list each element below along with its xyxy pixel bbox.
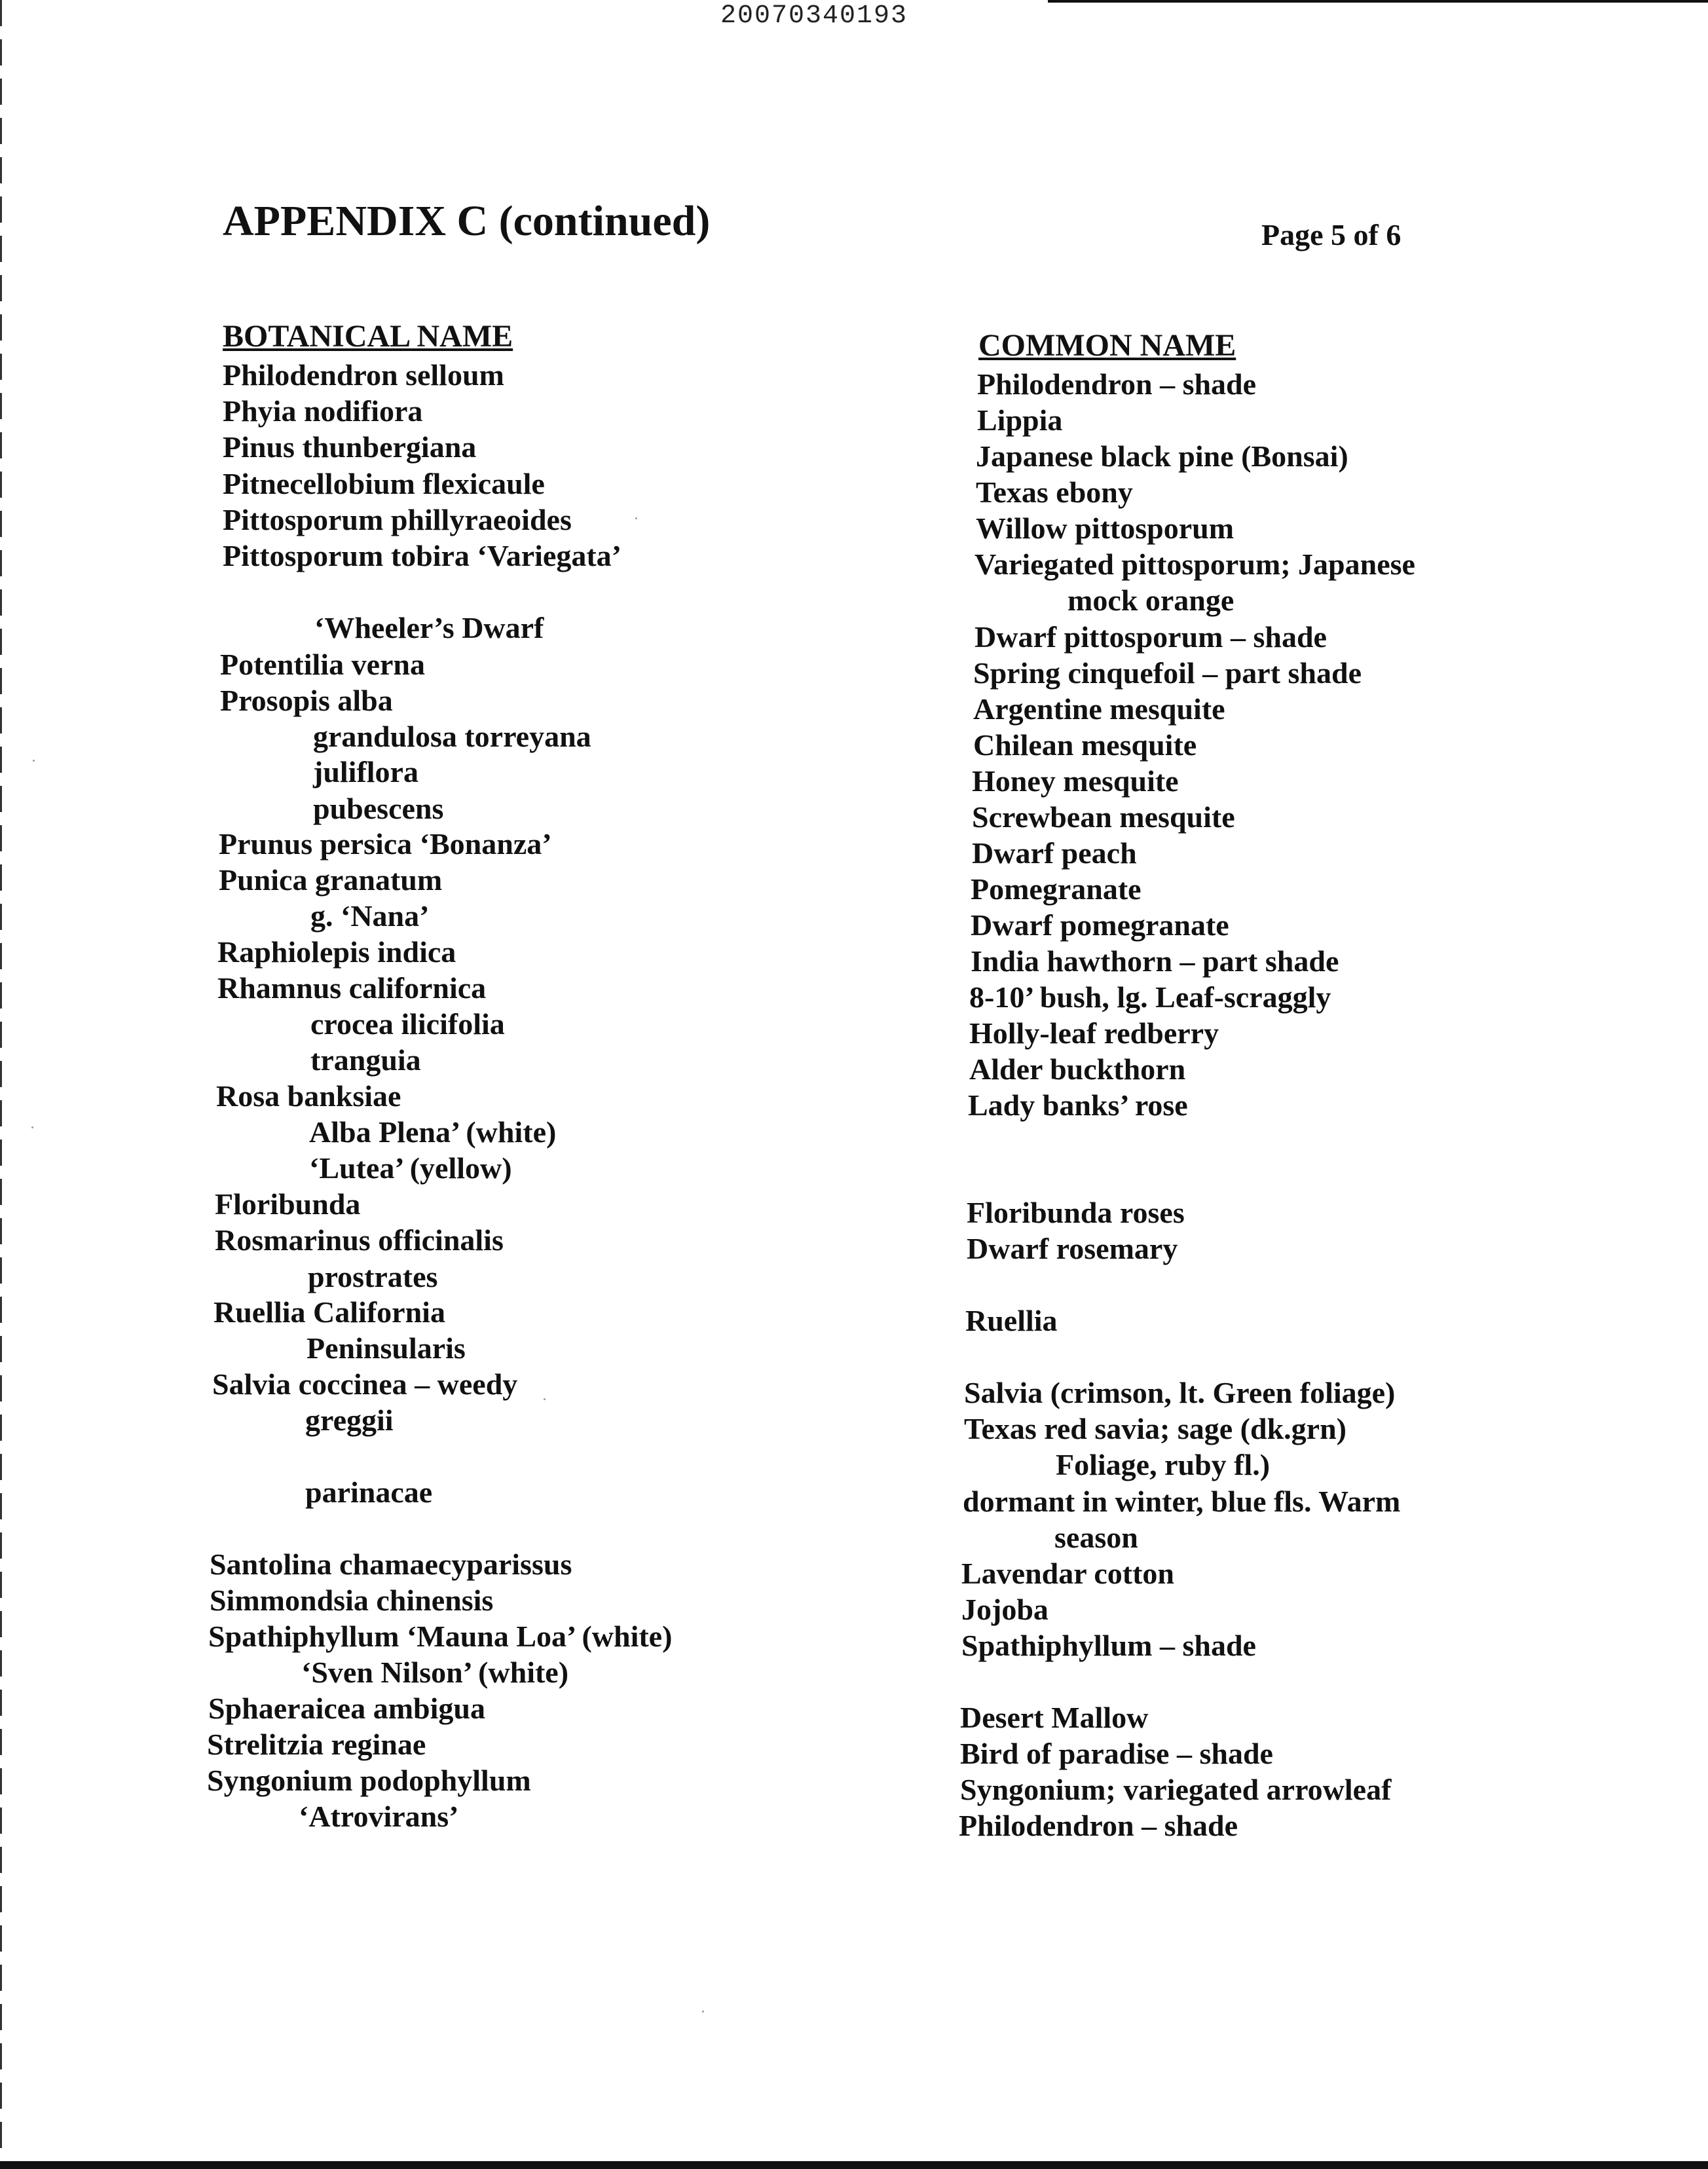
botanical-name-line: ‘Wheeler’s Dwarf — [314, 611, 544, 644]
scan-id: 20070340193 — [720, 1, 908, 31]
botanical-name-line: Punica granatum — [219, 863, 443, 897]
scan-top-rule — [1048, 0, 1708, 3]
botanical-name-line: Rosmarinus officinalis — [215, 1223, 504, 1257]
botanical-name-line: prostrates — [308, 1260, 438, 1293]
botanical-name-line: Sphaeraicea ambigua — [208, 1692, 485, 1725]
botanical-name-line: Strelitzia reginae — [207, 1728, 426, 1761]
common-name-line: Ruellia — [965, 1304, 1058, 1337]
page-title: APPENDIX C (continued) — [223, 197, 711, 245]
botanical-name-line: Philodendron selloum — [223, 358, 504, 392]
botanical-name-line: Pitnecellobium flexicaule — [223, 467, 545, 500]
common-name-line: Desert Mallow — [960, 1701, 1149, 1734]
common-name-line: Jojoba — [961, 1593, 1049, 1626]
common-name-line: Dwarf pomegranate — [971, 908, 1229, 942]
common-name-line: Japanese black pine (Bonsai) — [976, 439, 1348, 473]
botanical-name-line: Pittosporum tobira ‘Variegata’ — [223, 539, 622, 572]
common-name-line: Philodendron – shade — [959, 1809, 1238, 1842]
botanical-name-line: Pinus thunbergiana — [223, 430, 477, 464]
botanical-name-line: g. ‘Nana’ — [310, 899, 430, 933]
botanical-name-line: ‘Atrovirans’ — [299, 1800, 459, 1833]
common-name-line: 8-10’ bush, lg. Leaf-scraggly — [969, 980, 1331, 1014]
botanical-name-line: Rosa banksiae — [216, 1079, 401, 1113]
common-header: COMMON NAME — [978, 328, 1236, 363]
botanical-name-line: Prunus persica ‘Bonanza’ — [219, 827, 552, 861]
botanical-name-line: Simmondsia chinensis — [210, 1584, 494, 1617]
botanical-name-line: Spathiphyllum ‘Mauna Loa’ (white) — [208, 1620, 673, 1653]
common-name-line: Bird of paradise – shade — [960, 1737, 1273, 1770]
botanical-name-line: tranguia — [310, 1043, 421, 1077]
common-name-line: Lady banks’ rose — [968, 1088, 1188, 1122]
botanical-header: BOTANICAL NAME — [223, 319, 513, 354]
botanical-name-line: parinacae — [305, 1475, 433, 1509]
common-name-line: Honey mesquite — [972, 764, 1179, 798]
botanical-name-line: Floribunda — [215, 1187, 361, 1221]
botanical-name-line: Peninsularis — [306, 1331, 466, 1365]
common-name-line: Willow pittosporum — [976, 511, 1235, 545]
common-name-line: Foliage, ruby fl.) — [1056, 1448, 1271, 1481]
botanical-name-line: Phyia nodifiora — [223, 394, 423, 428]
botanical-name-line: Syngonium podophyllum — [207, 1764, 531, 1797]
common-name-line: Holly-leaf redberry — [969, 1016, 1219, 1050]
common-name-line: Texas ebony — [976, 475, 1133, 509]
common-name-line: dormant in winter, blue fls. Warm — [963, 1485, 1401, 1518]
botanical-name-line: Potentilia verna — [220, 648, 425, 681]
common-name-line: Lippia — [977, 403, 1063, 437]
common-name-line: Spathiphyllum – shade — [961, 1629, 1256, 1662]
common-name-line: Texas red savia; sage (dk.grn) — [964, 1412, 1346, 1445]
page-number: Page 5 of 6 — [1261, 218, 1402, 251]
botanical-name-line: pubescens — [313, 792, 444, 825]
botanical-name-line: Rhamnus californica — [217, 971, 487, 1005]
common-name-line: Alder buckthorn — [969, 1052, 1186, 1086]
common-name-line: Argentine mesquite — [973, 692, 1225, 726]
common-name-line: mock orange — [1068, 584, 1235, 617]
common-name-line: Syngonium; variegated arrowleaf — [960, 1773, 1392, 1806]
common-name-line: Floribunda roses — [967, 1196, 1185, 1229]
common-name-line: Spring cinquefoil – part shade — [973, 656, 1362, 690]
common-name-line: Dwarf rosemary — [967, 1232, 1178, 1265]
botanical-name-line: greggii — [305, 1403, 394, 1437]
common-name-line: India hawthorn – part shade — [971, 944, 1339, 978]
common-name-line: Lavendar cotton — [961, 1557, 1174, 1590]
scan-left-edge — [0, 0, 2, 2169]
botanical-name-line: crocea ilicifolia — [310, 1007, 505, 1041]
common-name-line: Dwarf peach — [972, 836, 1137, 870]
botanical-name-line: Santolina chamaecyparissus — [210, 1548, 572, 1581]
common-name-line: Variegated pittosporum; Japanese — [975, 547, 1415, 581]
botanical-name-line: Prosopis alba — [220, 684, 393, 717]
botanical-name-line: Ruellia California — [214, 1295, 445, 1329]
botanical-name-line: grandulosa torreyana — [313, 720, 591, 753]
common-name-line: Pomegranate — [971, 872, 1142, 906]
botanical-name-line: Salvia coccinea – weedy — [212, 1367, 518, 1401]
scan-bottom-rule — [0, 2161, 1708, 2169]
botanical-name-line: Raphiolepis indica — [217, 935, 456, 969]
common-name-line: Salvia (crimson, lt. Green foliage) — [964, 1376, 1396, 1409]
common-name-line: Philodendron – shade — [977, 367, 1257, 401]
botanical-name-line: juliflora — [313, 755, 418, 788]
common-name-line: season — [1054, 1521, 1138, 1554]
common-name-line: Dwarf pittosporum – shade — [975, 620, 1327, 654]
common-name-line: Screwbean mesquite — [972, 800, 1235, 834]
botanical-name-line: Pittosporum phillyraeoides — [223, 503, 572, 536]
common-name-line: Chilean mesquite — [973, 728, 1197, 762]
botanical-name-line: ‘Sven Nilson’ (white) — [301, 1656, 569, 1689]
botanical-name-line: Alba Plena’ (white) — [309, 1115, 557, 1149]
botanical-name-line: ‘Lutea’ (yellow) — [309, 1151, 512, 1185]
